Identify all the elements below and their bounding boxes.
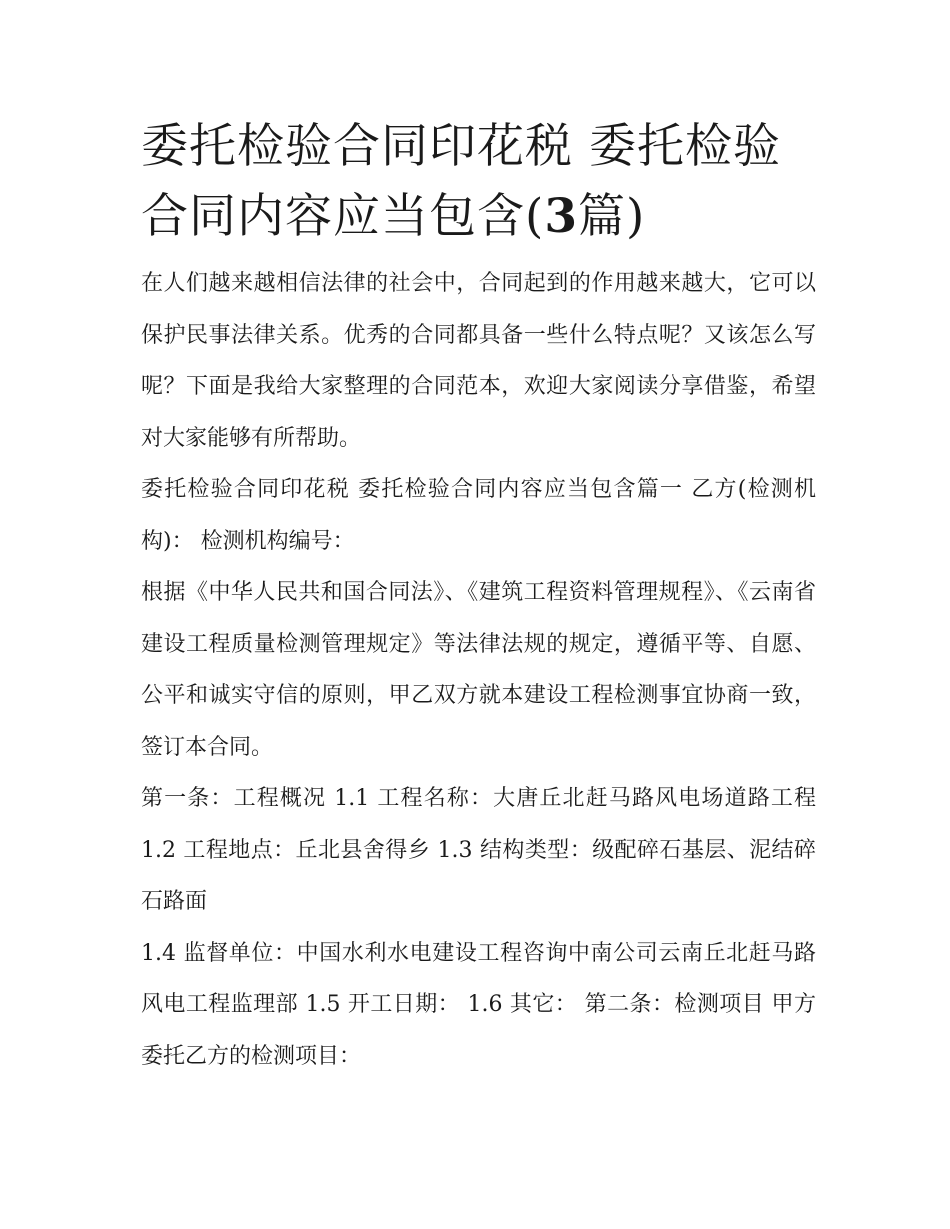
article-one-paragraph: 第一条：工程概况 1.1 工程名称：大唐丘北赶马路风电场道路工程 1.2 工程地点：丘北县舍得乡 1.3 结构类型：级配碎石基层、泥结碎石路面 <box>141 786 816 914</box>
title-text-1: 委托检验合同印花税 委托检验合同内容应当包含( <box>141 119 781 244</box>
intro-paragraph: 在人们越来越相信法律的社会中，合同起到的作用越来越大，它可以保护民事法律关系。优秀的合同都具备一些什么特点呢？又该怎么写呢？下面是我给大家整理的合同范本，欢迎大家阅读分享借鉴，希望对大家能够有所帮助。 <box>141 271 816 451</box>
title-text-2: 篇) <box>578 189 646 244</box>
section-heading-paragraph: 委托检验合同印花税 委托检验合同内容应当包含篇一 乙方(检测机构)： 检测机构编号： <box>141 477 816 554</box>
supervision-paragraph: 1.4 监督单位：中国水利水电建设工程咨询中南公司云南丘北赶马路风电工程监理部 1.5 开工日期： 1.6 其它： 第二条：检测项目 甲方委托乙方的检测项目： <box>141 940 816 1069</box>
legal-basis-paragraph: 根据《中华人民共和国合同法》、《建筑工程资料管理规程》、《云南省建设工程质量检测管理规定》等法律法规的规定，遵循平等、自愿、公平和诚实守信的原则，甲乙双方就本建设工程检测事宜协商一致，签订本合同。 <box>141 580 816 760</box>
document-title <box>141 112 816 252</box>
title-number: 3 <box>544 189 579 244</box>
document-page <box>141 112 816 1082</box>
